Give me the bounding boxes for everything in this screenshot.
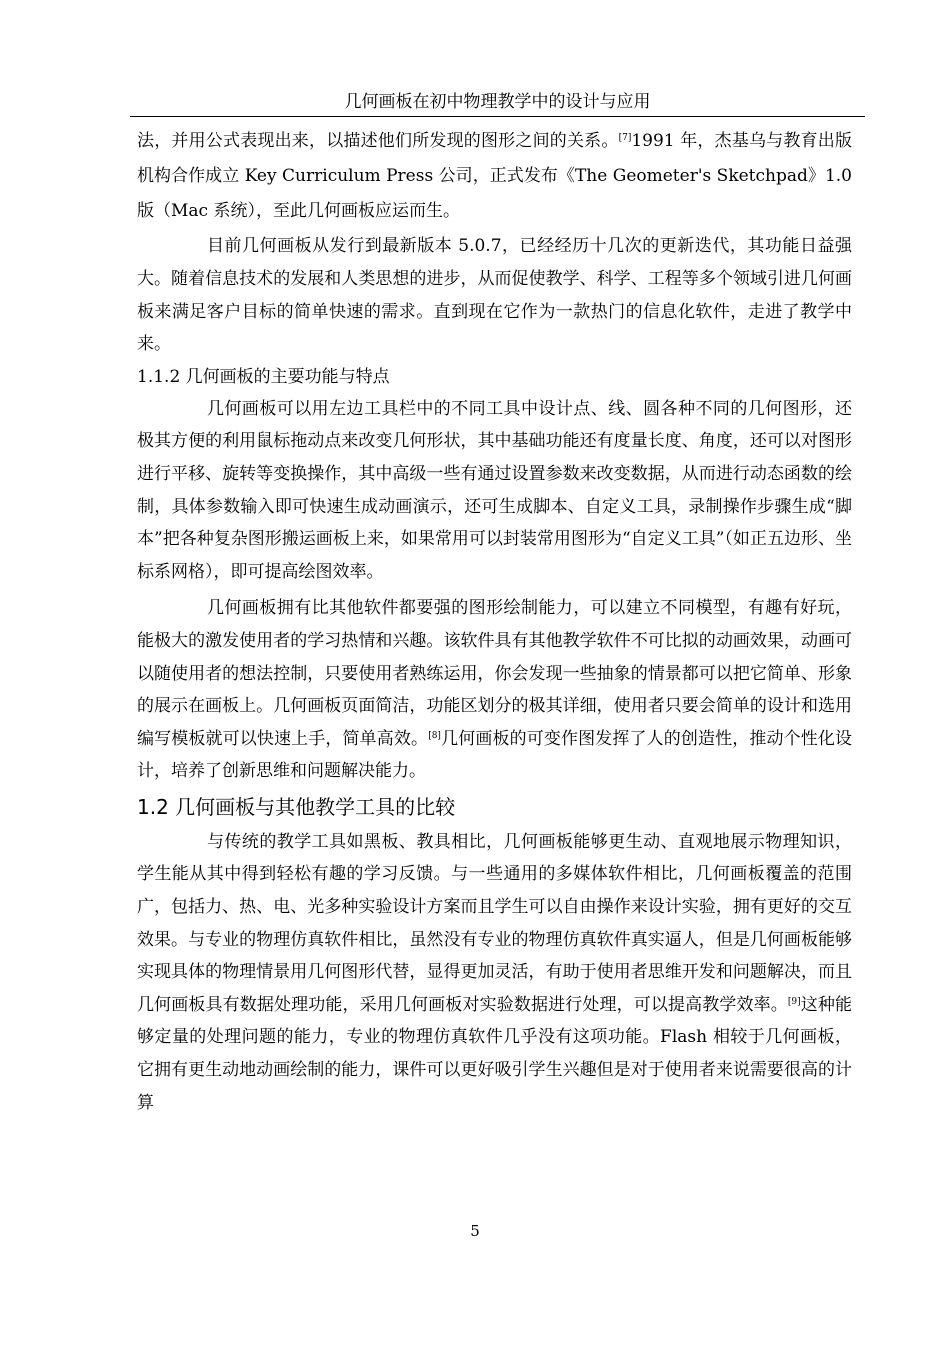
page-number: 5 (470, 1222, 480, 1240)
citation-9: [9] (787, 996, 801, 1007)
paragraph-advantages (137, 592, 852, 788)
paragraph-text: 这种能够定量的处理问题的能力，专业的物理仿真软件几乎没有这项功能。Flash 相较于几何画板，它拥有更生动地动画绘制的能力，课件可以更好吸引学生兴趣但是对于使用者来说需要很高的计算 (137, 994, 853, 1113)
paragraph-version-history: 目前几何画板从发行到最新版本 5.0.7，已经经历十几次的更新迭代，其功能日益强大。随着信息技术的发展和人类思想的进步，从而促使教学、科学、工程等多个领域引进几何画板来满足客户目标的简单快速的需求。直到现在它作为一款热门的信息化软件，走进了教学中来。 (137, 236, 852, 355)
paragraph-text: 几何画板拥有比其他软件都要强的图形绘制能力，可以建立不同模型，有趣有好玩，能极大的激发使用者的学习热情和兴趣。该软件具有其他教学软件不可比拟的动画效果，动画可以随使用者的想法控制，只要使用者熟练运用，你会发现一些抽象的情景都可以把它简单、形象的展示在画板上。几何画板页面简洁，功能区划分的极其详细，使用者只要会简单的设计和选用编写模板就可以快速上手，简单高效。 (137, 598, 852, 749)
paragraph-text: 与传统的教学工具如黑板、教具相比，几何画板能够更生动、直观地展示物理知识，学生能从其中得到轻松有趣的学习反馈。与一些通用的多媒体软件相比，几何画板覆盖的范围广，包括力、热、电、光多种实验设计方案而且学生可以自由操作来设计实验，拥有更好的交互效果。与专业的物理仿真软件相比，虽然没有专业的物理仿真软件真实逼人，但是几何画板能够实现具体的物理情景用几何图形代替，显得更加灵活，有助于使用者思维开发和问题解决，而且几何画板具有数据处理功能，采用几何画板对实验数据进行处理，可以提高教学效率。 (137, 831, 852, 1015)
subsection-heading-1-1-2: 1.1.2 几何画板的主要功能与特点 (137, 366, 390, 387)
section-heading-1-2: 1.2 几何画板与其他教学工具的比较 (137, 794, 456, 819)
paragraph-text: 几何画板的可变作图发挥了人的创造性，推动个性化设计，培养了创新思维和问题解决能力。 (137, 728, 853, 782)
paragraph-text: 法，并用公式表现出来，以描述他们所发现的图形之间的关系。 (137, 131, 619, 151)
paragraph-text: 1991 年，杰基乌与教育出版机构合作成立 Key Curriculum Press 公司，正式发布《The Geometer's Sketchpad》1.0 版（Mac 系统），至此几何画板应运而生。 (137, 131, 853, 221)
running-header: 几何画板在初中物理教学中的设计与应用 (130, 88, 865, 117)
citation-8: [8] (428, 730, 441, 741)
paragraph-features: 几何画板可以用左边工具栏中的不同工具中设计点、线、圆各种不同的几何图形，还极其方便的利用鼠标拖动点来改变几何形状，其中基础功能还有度量长度、角度，还可以对图形进行平移、旋转等变换操作，其中高级一些有通过设置参数来改变数据，从而进行动态函数的绘制，具体参数输入即可快速生成动画演示，还可生成脚本、自定义工具，录制操作步骤生成“脚本”把各种复杂图形搬运画板上来，如果常用可以封装常用图形为“自定义工具”（如正五边形、坐标系网格），即可提高绘图效率。 (137, 398, 852, 582)
paragraph-intro-history (137, 124, 852, 228)
page-body (137, 124, 852, 1119)
paragraph-comparison (137, 826, 852, 1119)
citation-7: [7] (618, 133, 632, 143)
